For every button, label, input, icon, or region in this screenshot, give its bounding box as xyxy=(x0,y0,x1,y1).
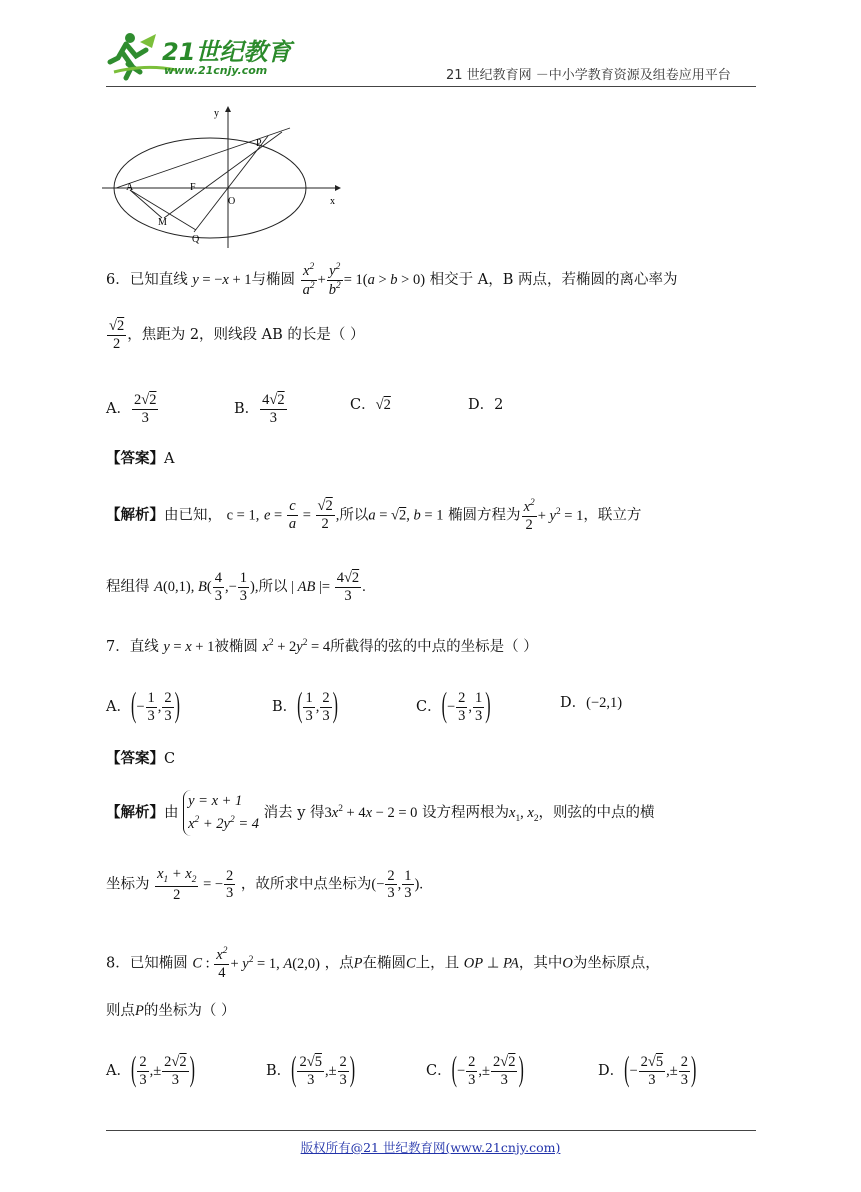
site-tagline: 21 世纪教育网 －中小学教育资源及组卷应用平台 xyxy=(446,68,731,83)
q7-analysis-cont: 坐标为 $\frac{x_1 + x_2}{2}$ = − $\frac{2}{3}$ ，故所求中点坐标为(− $\frac{2}{3}$ , $\frac{1}{3}$ ). xyxy=(106,866,424,903)
q7-answer: 【答案】C xyxy=(106,751,176,767)
q7-option-d[interactable]: D．(−2,1) xyxy=(560,695,623,711)
q6-stem: 6．已知直线 y = −x + 1与椭圆 $\frac{x^2}{a^2}$ + $\frac{y^2}{b^2}$ = 1(a > b > 0) 相交于 A，B 两点，若椭圆的离心率为 xyxy=(106,262,678,298)
footer-copyright-link[interactable]: 版权所有@21 世纪教育网(www.21cnjy.com) xyxy=(300,1140,561,1155)
site-logo[interactable] xyxy=(106,28,292,82)
label-O: O xyxy=(228,196,236,207)
q7-option-a[interactable]: A．(− $\frac{1}{3}$ , $\frac{2}{3}$ ) xyxy=(106,687,180,725)
q6-answer: 【答案】A xyxy=(106,451,175,467)
logo-title: 21世纪教育 xyxy=(162,38,292,66)
q8-option-c[interactable]: C．(− $\frac{2}{3}$ ,± $\frac{2√2}{3}$ ) xyxy=(426,1051,524,1089)
label-x: x xyxy=(330,196,335,207)
q8-option-b[interactable]: B．( $\frac{2√5}{3}$ ,± $\frac{2}{3}$ ) xyxy=(266,1051,356,1089)
line-QP xyxy=(194,136,268,232)
q6-option-b[interactable]: B． $\frac{4√2}{3}$ xyxy=(234,392,285,426)
q8-stem-cont: 则点P的坐标为（ ） xyxy=(106,1003,236,1019)
q6-stem-cont: $\frac{√2}{2}$ ，焦距为 2，则线段 AB 的长是（ ） xyxy=(109,318,365,352)
line-AM xyxy=(130,190,162,218)
ellipse-figure xyxy=(100,100,350,250)
label-y: y xyxy=(214,108,219,119)
q8-option-d[interactable]: D．(− $\frac{2√5}{3}$ ,± $\frac{2}{3}$ ) xyxy=(598,1051,697,1089)
x-axis-arrow-icon xyxy=(335,185,341,191)
line-AP xyxy=(116,128,290,188)
q7-option-c[interactable]: C．(− $\frac{2}{3}$ , $\frac{1}{3}$ ) xyxy=(416,687,491,725)
label-F: F xyxy=(190,182,196,193)
y-axis-arrow-icon xyxy=(225,106,231,112)
q8-option-a[interactable]: A．( $\frac{2}{3}$ ,± $\frac{2√2}{3}$ ) xyxy=(106,1051,195,1089)
q8-stem: 8．已知椭圆 C : $\frac{x^2}{4}$ + $y^2 = 1$, A(2,0) ，点P在椭圆C上，且 OP ⊥ PA，其中O为坐标原点， xyxy=(106,946,660,981)
q6-option-a[interactable]: A． $\frac{2√2}{3}$ xyxy=(106,392,157,426)
header-divider xyxy=(106,86,756,87)
label-Q: Q xyxy=(192,234,200,245)
logo-url: www.21cnjy.com xyxy=(164,64,268,77)
q7-analysis: 【解析】由 y = x + 1 $x^2 + 2y^2 = 4$ 消去 y 得$3x^2 + 4x - 2 = 0$ 设方程两根为$x_1$, $x_2$，则弦的中点的横 xyxy=(106,790,655,836)
q6-analysis-cont: 程组得 A(0,1), B( $\frac{4}{3}$ ,− $\frac{1}{3}$ ),所以 | AB |= $\frac{4√2}{3}$ . xyxy=(106,570,366,604)
footer-divider xyxy=(106,1130,756,1131)
label-M: M xyxy=(158,217,167,228)
label-A: A xyxy=(126,182,134,193)
q6-option-d[interactable]: D．2 xyxy=(468,397,504,413)
q7-stem: 7．直线 y = x + 1被椭圆 $x^2 + 2y^2 = 4$所截得的弦的中点的坐标是（ ） xyxy=(106,638,538,655)
q6-analysis: 【解析】由已知， c = 1, e = $\frac{c}{a}$ = $\frac{√2}{2}$ ,所以a = √2, b = 1 椭圆方程为 $\frac{x^2}{2}$ + $y^2 = 1$，联立方 xyxy=(106,498,642,533)
q7-option-b[interactable]: B．( $\frac{1}{3}$ , $\frac{2}{3}$ ) xyxy=(272,687,338,725)
line-MP xyxy=(164,132,282,218)
label-P: P xyxy=(256,138,262,149)
q6-option-c[interactable]: C．√2 xyxy=(350,397,391,413)
